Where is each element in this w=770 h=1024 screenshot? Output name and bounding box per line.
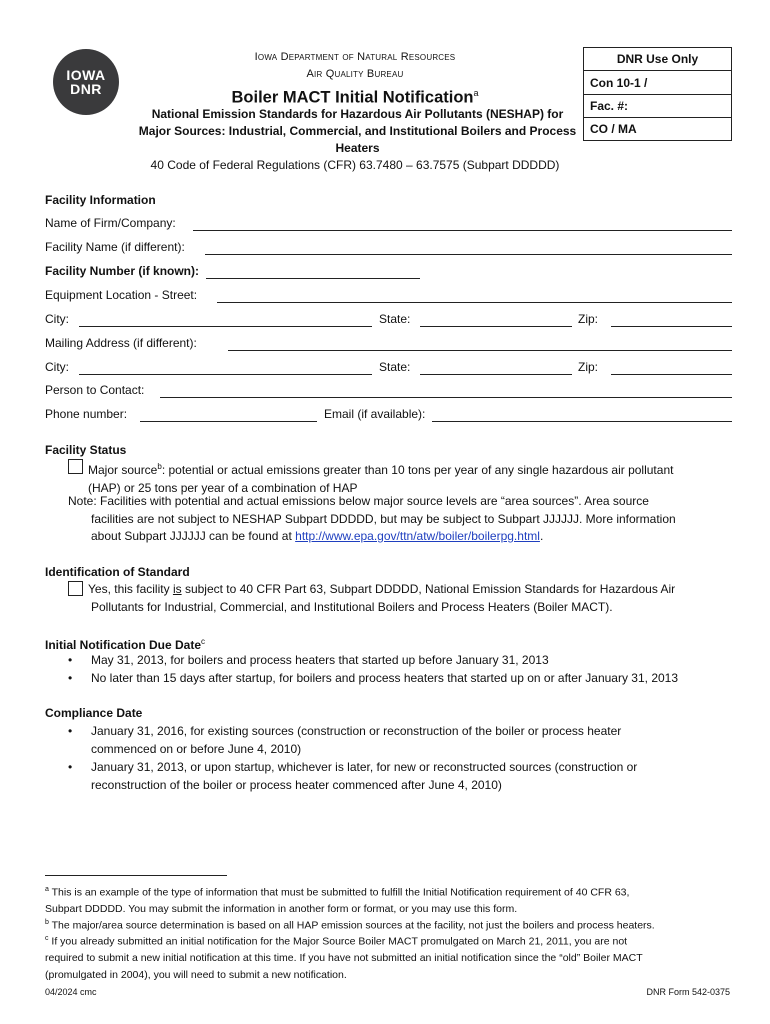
footnote-a-line2: Subpart DDDDD. You may submit the information in another form or format, or you may use this form. [45, 903, 518, 915]
mailing-state-field[interactable] [420, 374, 572, 375]
facility-number-field[interactable] [206, 278, 420, 279]
mailing-zip-field[interactable] [611, 374, 732, 375]
compliance-heading: Compliance Date [45, 706, 143, 720]
major-source-desc2: (HAP) or 25 tons per year of a combination of HAP [88, 480, 358, 495]
mailing-city-label: City: [45, 360, 69, 374]
subject-to-standard-checkbox[interactable] [68, 581, 83, 596]
footer-revision: 04/2024 cmc [45, 987, 97, 997]
footnote-c [45, 931, 735, 983]
identification-pre: Yes, this facility [88, 582, 173, 596]
person-to-contact-label: Person to Contact: [45, 383, 145, 397]
zip-label: Zip: [578, 312, 599, 326]
footnote-ref-a: a [473, 88, 479, 98]
note-line1: Note: Facilities with potential and actual emissions below major source levels are “area sources”. Area source [68, 494, 649, 508]
epa-boiler-link[interactable]: http://www.epa.gov/ttn/atw/boiler/boilerpg.html [295, 529, 540, 543]
major-source-checkbox[interactable] [68, 459, 83, 474]
identification-line2: Pollutants for Industrial, Commercial, and Institutional Boilers and Process Heaters (Boiler MACT). [91, 599, 613, 614]
footnote-divider [45, 875, 227, 876]
mailing-address-label: Mailing Address (if different): [45, 336, 197, 350]
note-line3-end: . [539, 529, 544, 543]
equipment-location-field[interactable] [217, 302, 732, 303]
facility-name-field[interactable] [205, 254, 732, 255]
due-date-item1: May 31, 2013, for boilers and process heaters that started up before January 31, 2013 [91, 653, 549, 667]
form-title-text: Boiler MACT Initial Notification [231, 88, 474, 107]
subtitle-line2: Major Sources: Industrial, Commercial, and Institutional Boilers and Process [138, 124, 577, 138]
footnote-c-line2: required to submit a new initial notification at this time. If you have not submitted an initial notification since the “old” Boiler MACT [45, 952, 643, 964]
zip-field[interactable] [611, 326, 732, 327]
iowa-dnr-logo [53, 49, 119, 115]
due-date-heading-text: Initial Notification Due Date [45, 638, 202, 652]
major-source-label: Major source [88, 463, 158, 477]
footnote-b-line1: The major/area source determination is based on all HAP emission sources at the facility, not just the boilers and process heaters. [48, 919, 655, 932]
major-source-desc1: : potential or actual emissions greater than 10 tons per year of any single hazardous air pollutant [161, 463, 674, 477]
identification-post: subject to 40 CFR Part 63, Subpart DDDDD, National Emission Standards for Hazardous Air [181, 582, 676, 596]
form-subtitle [135, 106, 580, 157]
footnote-ref-c: c [201, 637, 206, 646]
compliance-item2-line2: reconstruction of the boiler or process heater commenced after June 4, 2010) [91, 778, 502, 792]
area-source-note [68, 493, 748, 546]
dnr-use-only-box [583, 47, 732, 141]
dnr-box-coma-field[interactable]: CO / MA [590, 122, 637, 136]
state-label: State: [379, 312, 411, 326]
city-field[interactable] [79, 326, 372, 327]
phone-label: Phone number: [45, 407, 128, 421]
dnr-box-title: DNR Use Only [584, 48, 731, 71]
due-date-item2: No later than 15 days after startup, for boilers and process heaters that started up on or after January 31, 2013 [91, 671, 679, 685]
facility-status-heading: Facility Status [45, 443, 127, 457]
email-label: Email (if available): [324, 407, 426, 421]
facility-number-label: Facility Number (if known): [45, 264, 200, 278]
name-of-firm-label: Name of Firm/Company: [45, 216, 176, 230]
bullet-icon: • [68, 671, 73, 685]
compliance-item2-line1: January 31, 2013, or upon startup, whichever is later, for new or reconstructed sources (construction or [91, 760, 638, 774]
note-line2: facilities are not subject to NESHAP Subpart DDDDD, but may be subject to Subpart JJJJJJ. More information [91, 511, 676, 526]
note-line3: about Subpart JJJJJJ can be found at [91, 529, 296, 543]
footnote-a [45, 882, 735, 918]
footnote-a-marker: a [45, 886, 49, 893]
subtitle-line1: National Emission Standards for Hazardous Air Pollutants (NESHAP) for [151, 107, 564, 121]
logo-line1: IOWA [66, 67, 106, 83]
cfr-citation: 40 Code of Federal Regulations (CFR) 63.7480 – 63.7575 (Subpart DDDDD) [150, 158, 560, 172]
equipment-location-label: Equipment Location - Street: [45, 288, 198, 302]
identification-is: is [172, 582, 182, 596]
footnote-ref-b: b [157, 462, 162, 471]
bullet-icon: • [68, 760, 73, 774]
footer-form-number: DNR Form 542-0375 [646, 987, 730, 997]
subtitle-line3: Heaters [335, 141, 380, 155]
mailing-zip-label: Zip: [578, 360, 599, 374]
facility-name-label: Facility Name (if different): [45, 240, 185, 254]
compliance-item1-line2: commenced on or before June 4, 2010) [91, 742, 302, 756]
phone-field[interactable] [140, 421, 317, 422]
identification-text [88, 581, 748, 616]
major-source-text [88, 458, 748, 497]
dnr-box-fac-field[interactable]: Fac. #: [584, 95, 731, 118]
bullet-icon: • [68, 724, 73, 738]
list-item [68, 722, 748, 758]
facility-info-heading: Facility Information [45, 193, 156, 207]
footnote-a-line1: This is an example of the type of information that must be submitted to fulfill the Initial Notification requirement of 40 CFR 63, [48, 886, 630, 899]
bureau-name: Air Quality Bureau [306, 68, 404, 80]
list-item [68, 758, 748, 794]
list-item [68, 651, 748, 669]
dnr-box-con-field[interactable]: Con 10-1 / [584, 71, 731, 95]
name-of-firm-field[interactable] [193, 230, 732, 231]
form-title [130, 83, 580, 108]
footnote-c-line1: If you already submitted an initial notification for the Major Source Boiler MACT promulgated on March 21, 2011, you are not [48, 935, 628, 948]
mailing-state-label: State: [379, 360, 411, 374]
list-item [68, 669, 748, 687]
state-field[interactable] [420, 326, 572, 327]
compliance-item1-line1: January 31, 2016, for existing sources (construction or reconstruction of the boiler or process heater [91, 724, 622, 738]
city-label: City: [45, 312, 69, 326]
mailing-city-field[interactable] [79, 374, 372, 375]
footnote-b-marker: b [45, 919, 49, 926]
email-field[interactable] [432, 421, 732, 422]
mailing-address-field[interactable] [228, 350, 732, 351]
footnote-c-line3: (promulgated in 2004), you will need to submit a new notification. [45, 968, 347, 981]
identification-heading: Identification of Standard [45, 565, 190, 579]
person-to-contact-field[interactable] [160, 397, 732, 398]
bullet-icon: • [68, 653, 73, 667]
logo-line2: DNR [70, 81, 102, 97]
footnote-c-marker: c [45, 935, 49, 942]
agency-name: Iowa Department of Natural Resources [254, 51, 456, 63]
